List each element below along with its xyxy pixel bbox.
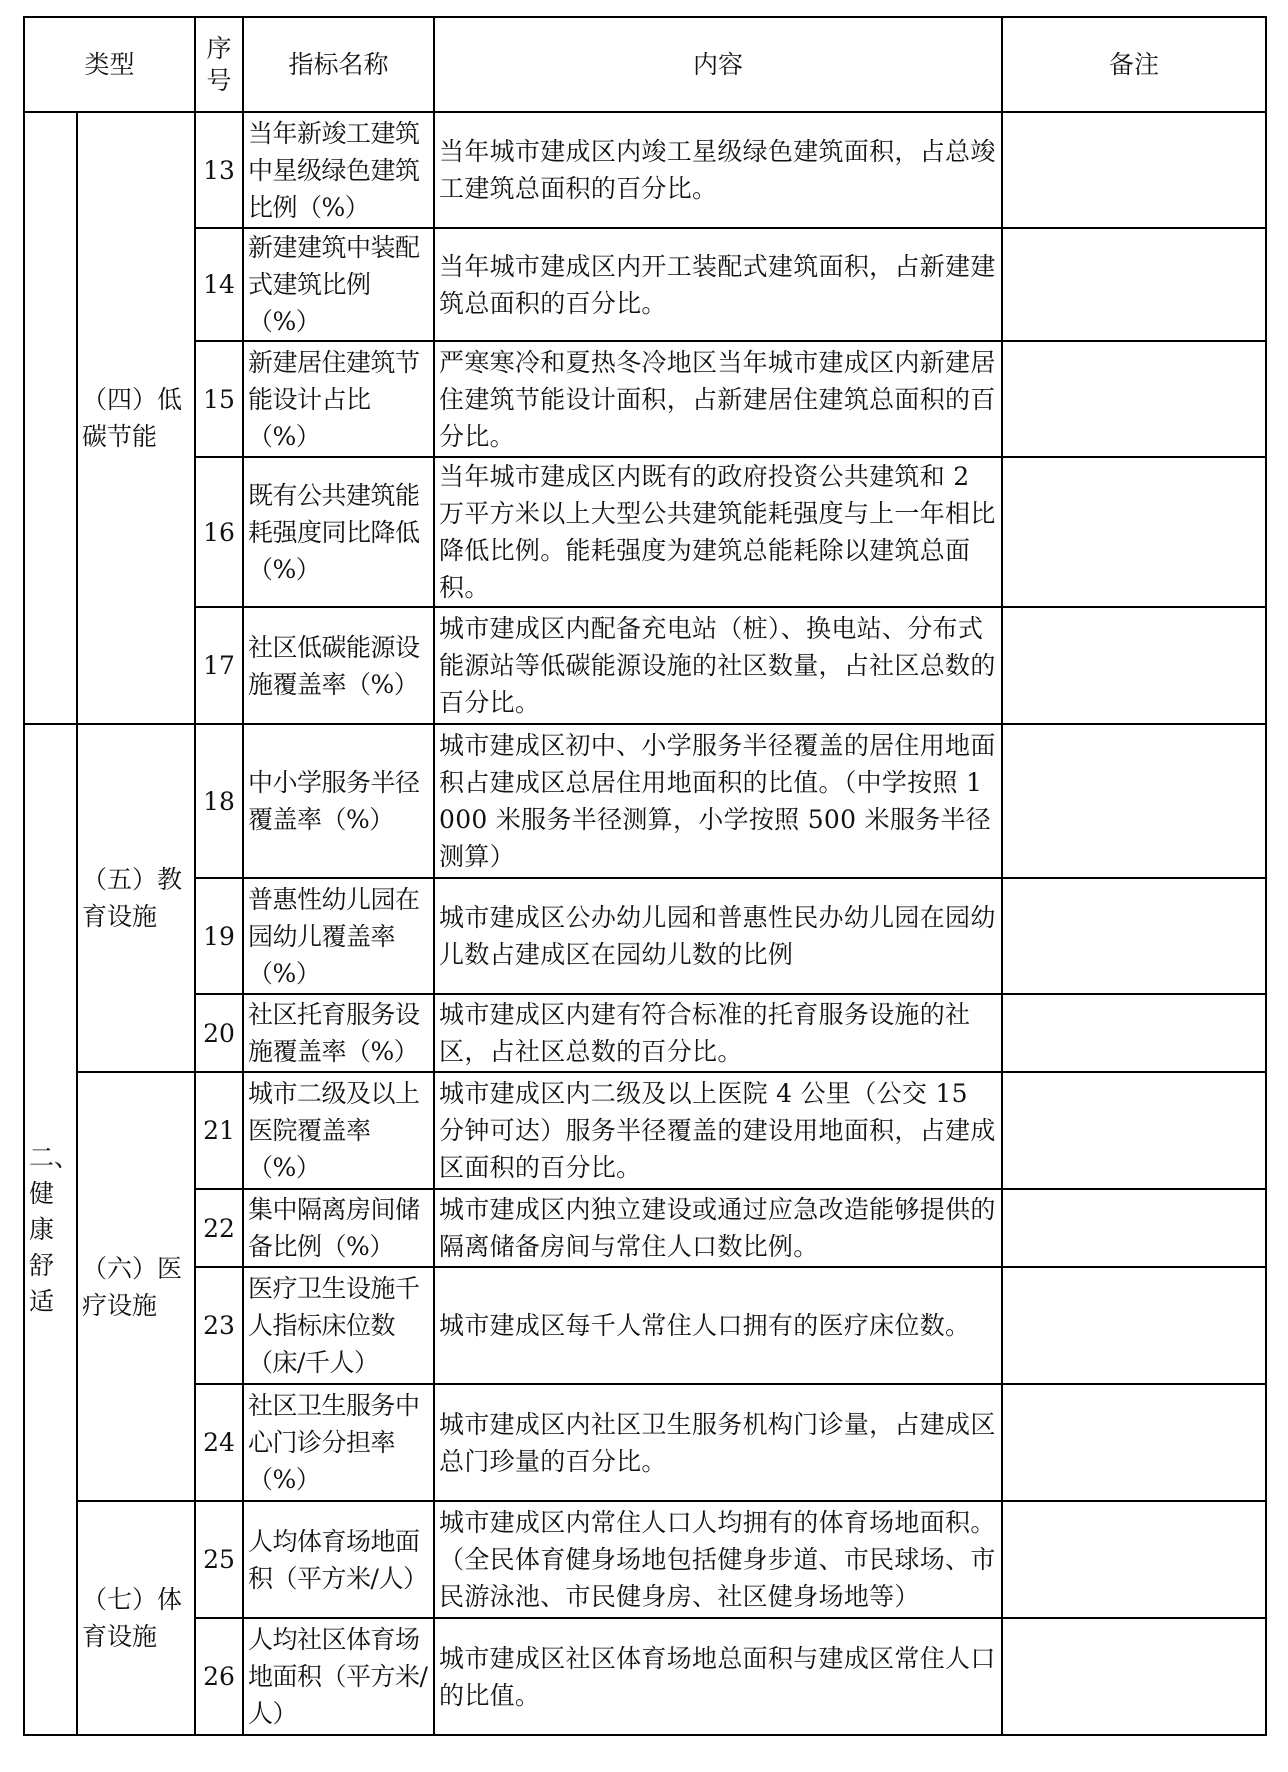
note-cell [1002, 457, 1266, 607]
indicator-content: 城市建成区内独立建设或通过应急改造能够提供的隔离储备房间与常住人口数比例。 [434, 1189, 1002, 1267]
subcategory-low-carbon: （四）低碳节能 [77, 112, 195, 724]
table-row [24, 1189, 1266, 1267]
category-health-comfort: 二、健康舒适 [24, 724, 77, 1735]
note-cell [1002, 1384, 1266, 1501]
note-cell [1002, 878, 1266, 994]
header-note: 备注 [1002, 17, 1266, 112]
note-cell [1002, 994, 1266, 1072]
header-type: 类型 [24, 17, 195, 112]
note-cell [1002, 1501, 1266, 1618]
indicator-name: 中小学服务半径覆盖率（%） [243, 724, 434, 878]
table-row [24, 994, 1266, 1072]
table-row [24, 341, 1266, 457]
indicator-content: 城市建成区每千人常住人口拥有的医疗床位数。 [434, 1267, 1002, 1384]
table-row [24, 1384, 1266, 1501]
table-row [24, 607, 1266, 724]
row-number: 26 [195, 1618, 243, 1735]
row-number: 15 [195, 341, 243, 457]
indicator-content: 城市建成区内常住人口人均拥有的体育场地面积。（全民体育健身场地包括健身步道、市民球场、市民游泳池、市民健身房、社区健身场地等） [434, 1501, 1002, 1618]
indicator-content: 城市建成区内配备充电站（桩）、换电站、分布式能源站等低碳能源设施的社区数量，占社区总数的百分比。 [434, 607, 1002, 724]
table-row [24, 1501, 1266, 1618]
indicator-name: 社区托育服务设施覆盖率（%） [243, 994, 434, 1072]
note-cell [1002, 1267, 1266, 1384]
row-number: 25 [195, 1501, 243, 1618]
note-cell [1002, 1189, 1266, 1267]
indicator-content: 城市建成区初中、小学服务半径覆盖的居住用地面积占建成区总居住用地面积的比值。（中学按照 1000 米服务半径测算，小学按照 500 米服务半径测算） [434, 724, 1002, 878]
indicator-name: 新建建筑中装配式建筑比例（%） [243, 228, 434, 341]
row-number: 20 [195, 994, 243, 1072]
table-row [24, 1072, 1266, 1189]
table-row [24, 228, 1266, 341]
indicator-name: 人均社区体育场地面积（平方米/人） [243, 1618, 434, 1735]
indicator-content: 当年城市建成区内竣工星级绿色建筑面积，占总竣工建筑总面积的百分比。 [434, 112, 1002, 228]
indicator-content: 城市建成区内建有符合标准的托育服务设施的社区，占社区总数的百分比。 [434, 994, 1002, 1072]
row-number: 18 [195, 724, 243, 878]
row-number: 19 [195, 878, 243, 994]
indicator-content: 城市建成区公办幼儿园和普惠性民办幼儿园在园幼儿数占建成区在园幼儿数的比例 [434, 878, 1002, 994]
table-row [24, 1267, 1266, 1384]
indicator-name: 城市二级及以上医院覆盖率（%） [243, 1072, 434, 1189]
table-row [24, 878, 1266, 994]
note-cell [1002, 1618, 1266, 1735]
indicator-name: 既有公共建筑能耗强度同比降低（%） [243, 457, 434, 607]
header-seq: 序号 [195, 17, 243, 112]
indicator-name: 社区低碳能源设施覆盖率（%） [243, 607, 434, 724]
table-row [24, 457, 1266, 607]
row-number: 14 [195, 228, 243, 341]
header-name: 指标名称 [243, 17, 434, 112]
table-row [24, 724, 1266, 878]
indicator-name: 社区卫生服务中心门诊分担率（%） [243, 1384, 434, 1501]
note-cell [1002, 341, 1266, 457]
category-cell-empty [24, 112, 77, 724]
note-cell [1002, 112, 1266, 228]
indicator-content: 严寒寒冷和夏热冬冷地区当年城市建成区内新建居住建筑节能设计面积，占新建居住建筑总面积的百分比。 [434, 341, 1002, 457]
subcategory-medical: （六）医疗设施 [77, 1072, 195, 1501]
note-cell [1002, 1072, 1266, 1189]
indicator-name: 新建居住建筑节能设计占比（%） [243, 341, 434, 457]
indicator-table [23, 16, 1267, 1736]
row-number: 16 [195, 457, 243, 607]
row-number: 13 [195, 112, 243, 228]
indicator-name: 当年新竣工建筑中星级绿色建筑比例（%） [243, 112, 434, 228]
note-cell [1002, 724, 1266, 878]
indicator-content: 城市建成区内社区卫生服务机构门诊量，占建成区总门珍量的百分比。 [434, 1384, 1002, 1501]
row-number: 22 [195, 1189, 243, 1267]
row-number: 17 [195, 607, 243, 724]
indicator-name: 人均体育场地面积（平方米/人） [243, 1501, 434, 1618]
indicator-name: 集中隔离房间储备比例（%） [243, 1189, 434, 1267]
indicator-content: 当年城市建成区内既有的政府投资公共建筑和 2 万平方米以上大型公共建筑能耗强度与上一年相比降低比例。能耗强度为建筑总能耗除以建筑总面积。 [434, 457, 1002, 607]
header-content: 内容 [434, 17, 1002, 112]
row-number: 21 [195, 1072, 243, 1189]
row-number: 24 [195, 1384, 243, 1501]
indicator-name: 医疗卫生设施千人指标床位数（床/千人） [243, 1267, 434, 1384]
subcategory-education: （五）教育设施 [77, 724, 195, 1072]
indicator-name: 普惠性幼儿园在园幼儿覆盖率（%） [243, 878, 434, 994]
row-number: 23 [195, 1267, 243, 1384]
indicator-content: 当年城市建成区内开工装配式建筑面积，占新建建筑总面积的百分比。 [434, 228, 1002, 341]
indicator-content: 城市建成区社区体育场地总面积与建成区常住人口的比值。 [434, 1618, 1002, 1735]
subcategory-sports: （七）体育设施 [77, 1501, 195, 1735]
note-cell [1002, 607, 1266, 724]
header-row [24, 17, 1266, 112]
table-row [24, 112, 1266, 228]
table-row [24, 1618, 1266, 1735]
indicator-content: 城市建成区内二级及以上医院 4 公里（公交 15 分钟可达）服务半径覆盖的建设用地面积，占建成区面积的百分比。 [434, 1072, 1002, 1189]
note-cell [1002, 228, 1266, 341]
